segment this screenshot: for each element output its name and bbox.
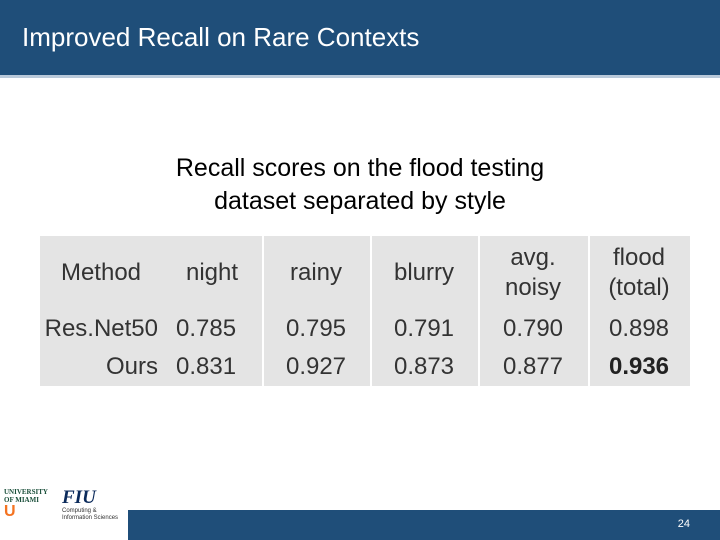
- university-of-miami-logo: [4, 488, 60, 534]
- header-noisy: [478, 236, 588, 310]
- table-row: [40, 348, 690, 386]
- title-bar: [0, 0, 720, 78]
- fiu-logo: [62, 488, 126, 534]
- header-flood-line-1: flood: [612, 244, 666, 271]
- fiu-sub-line-2: Information Sciences: [62, 515, 119, 521]
- header-flood: [588, 236, 690, 310]
- slide-title: Improved Recall on Rare Contexts: [22, 22, 420, 52]
- fiu-sub-line-1: Computing &: [62, 508, 97, 514]
- cell-blurry: 0.873: [393, 353, 455, 380]
- um-logo-line-1: UNIVERSITY: [4, 488, 48, 496]
- table-caption: [0, 152, 720, 218]
- cell-night: 0.831: [176, 353, 237, 380]
- header-noisy-line-2: noisy: [504, 274, 562, 301]
- caption-line-2: dataset separated by style: [214, 187, 506, 215]
- table-header-row: [40, 236, 690, 310]
- university-logos: [4, 488, 126, 536]
- um-u-mark: U: [4, 503, 16, 520]
- header-method: Method: [60, 259, 142, 286]
- cell-flood-best: 0.936: [608, 353, 670, 380]
- cell-noisy: 0.790: [502, 315, 564, 342]
- row-method: Ours: [105, 353, 158, 380]
- cell-rainy: 0.927: [285, 353, 347, 380]
- results-table: [40, 236, 690, 386]
- caption-line-1: Recall scores on the flood testing: [175, 154, 545, 182]
- um-logo-line-2: OF MIAMI: [4, 496, 39, 504]
- cell-noisy: 0.877: [502, 353, 564, 380]
- footer-bar: [128, 510, 720, 540]
- cell-night: 0.785: [176, 315, 237, 342]
- header-night: night: [185, 259, 239, 286]
- page-number: 24: [677, 518, 690, 530]
- fiu-mark: FIU: [62, 487, 96, 508]
- header-flood-line-2: (total): [608, 274, 670, 301]
- cell-blurry: 0.791: [393, 315, 455, 342]
- cell-flood: 0.898: [608, 315, 670, 342]
- cell-rainy: 0.795: [285, 315, 347, 342]
- table-row: [40, 310, 690, 348]
- header-rainy: rainy: [289, 259, 343, 286]
- header-noisy-line-1: avg.: [510, 244, 556, 271]
- row-method: Res.Net50: [44, 315, 158, 342]
- header-blurry: blurry: [393, 259, 454, 286]
